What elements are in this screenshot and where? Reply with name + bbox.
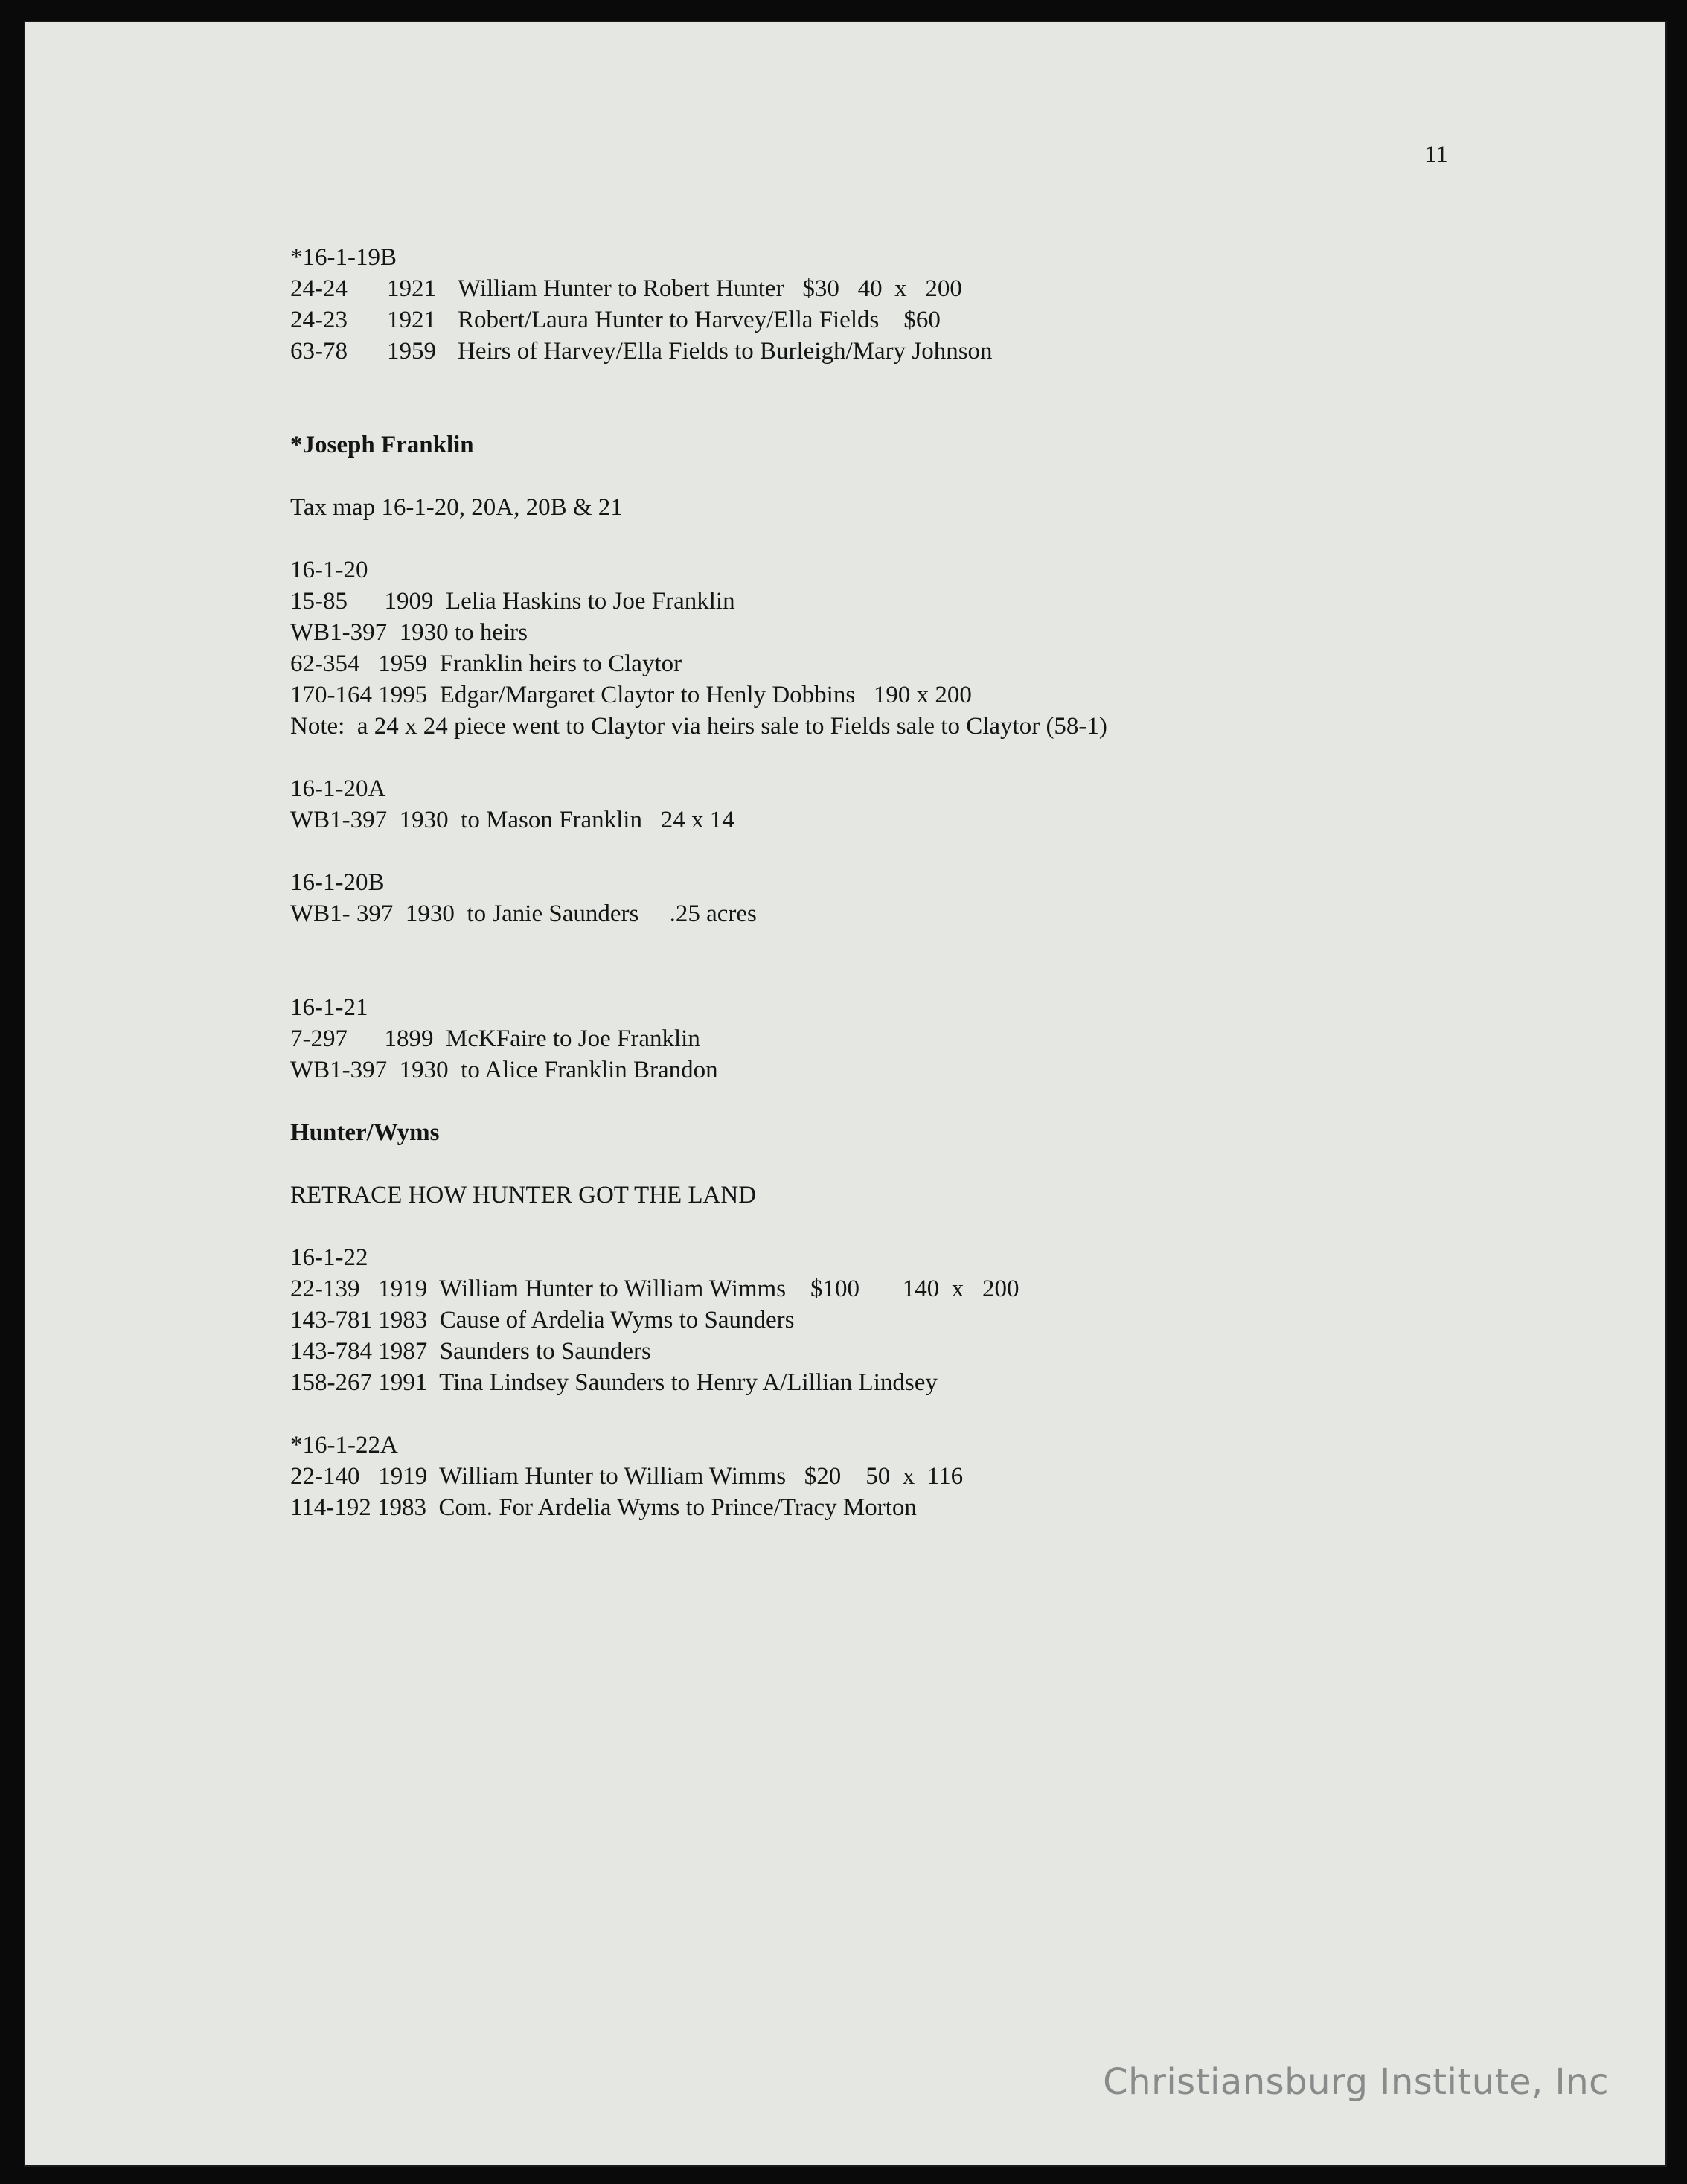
deed-entry: WB1- 397 1930 to Janie Saunders .25 acres: [290, 900, 757, 927]
section-lines: [290, 867, 1555, 929]
deed-entry: [290, 336, 1555, 367]
deed-entry: 114-192 1983 Com. For Ardelia Wyms to Prince/Tracy Morton: [290, 1494, 917, 1521]
tax-map-id: 16-1-20: [290, 557, 368, 583]
deed-book-page: 24-24: [290, 275, 348, 302]
tax-map-id: 16-1-21: [290, 994, 368, 1021]
deed-description: Heirs of Harvey/Ella Fields to Burleigh/Mary Johnson: [458, 338, 993, 365]
deed-book-page: 24-23: [290, 307, 348, 333]
deed-description: Robert/Laura Hunter to Harvey/Ella Fields $60: [458, 307, 941, 333]
tax-map-id: 16-1-20A: [290, 775, 386, 802]
plain-line: Tax map 16-1-20, 20A, 20B & 21: [290, 494, 623, 521]
deed-year: 1921: [387, 307, 436, 333]
deed-description: William Hunter to Robert Hunter $30 40 x 200: [458, 275, 962, 302]
deed-entry: [290, 304, 1555, 336]
deed-entry: 22-140 1919 William Hunter to William Wimms $20 50 x 116: [290, 1463, 964, 1490]
deed-entry: 143-784 1987 Saunders to Saunders: [290, 1338, 651, 1365]
page-number: 11: [1424, 141, 1448, 168]
section-heading: Hunter/Wyms: [290, 1119, 440, 1146]
deed-entry: WB1-397 1930 to heirs: [290, 619, 528, 646]
deed-entry: WB1-397 1930 to Alice Franklin Brandon: [290, 1057, 718, 1083]
deed-entry: 62-354 1959 Franklin heirs to Claytor: [290, 650, 682, 677]
deed-entry: [290, 273, 1555, 304]
plain-line: RETRACE HOW HUNTER GOT THE LAND: [290, 1182, 757, 1208]
section-lines: [290, 773, 1555, 836]
document-page: [25, 22, 1665, 2165]
deed-entry: WB1-397 1930 to Mason Franklin 24 x 14: [290, 807, 734, 833]
deed-entry: 7-297 1899 McKFaire to Joe Franklin: [290, 1025, 700, 1052]
deed-entry: Note: a 24 x 24 piece went to Claytor via heirs sale to Fields sale to Claytor (58-1): [290, 713, 1107, 740]
deed-entry: 158-267 1991 Tina Lindsey Saunders to Henry A/Lillian Lindsey: [290, 1369, 938, 1396]
section-entries: [290, 242, 1555, 367]
section-heading: [290, 1117, 1555, 1148]
section-plain: [290, 1179, 1555, 1211]
section-lines: [290, 992, 1555, 1086]
section-plain: [290, 492, 1555, 523]
tax-map-id: 16-1-22: [290, 1244, 368, 1271]
deed-entry: 143-781 1983 Cause of Ardelia Wyms to Saunders: [290, 1307, 795, 1333]
tax-map-id: *16-1-19B: [290, 244, 397, 271]
section-lines: [290, 1242, 1555, 1398]
deed-entry: 22-139 1919 William Hunter to William Wimms $100 140 x 200: [290, 1275, 1019, 1302]
deed-entry: 170-164 1995 Edgar/Margaret Claytor to Henly Dobbins 190 x 200: [290, 682, 972, 708]
tax-map-id: *16-1-22A: [290, 1432, 398, 1458]
watermark: Christiansburg Institute, Inc: [1103, 2061, 1609, 2103]
section-lines: [290, 554, 1555, 742]
deed-entry: 15-85 1909 Lelia Haskins to Joe Franklin: [290, 588, 735, 615]
section-heading: [290, 429, 1555, 461]
document-body: [290, 242, 1555, 1554]
section-lines: [290, 1429, 1555, 1523]
deed-year: 1921: [387, 275, 436, 302]
tax-map-id: 16-1-20B: [290, 869, 385, 896]
deed-year: 1959: [387, 338, 436, 365]
deed-book-page: 63-78: [290, 338, 348, 365]
section-heading: *Joseph Franklin: [290, 432, 474, 458]
